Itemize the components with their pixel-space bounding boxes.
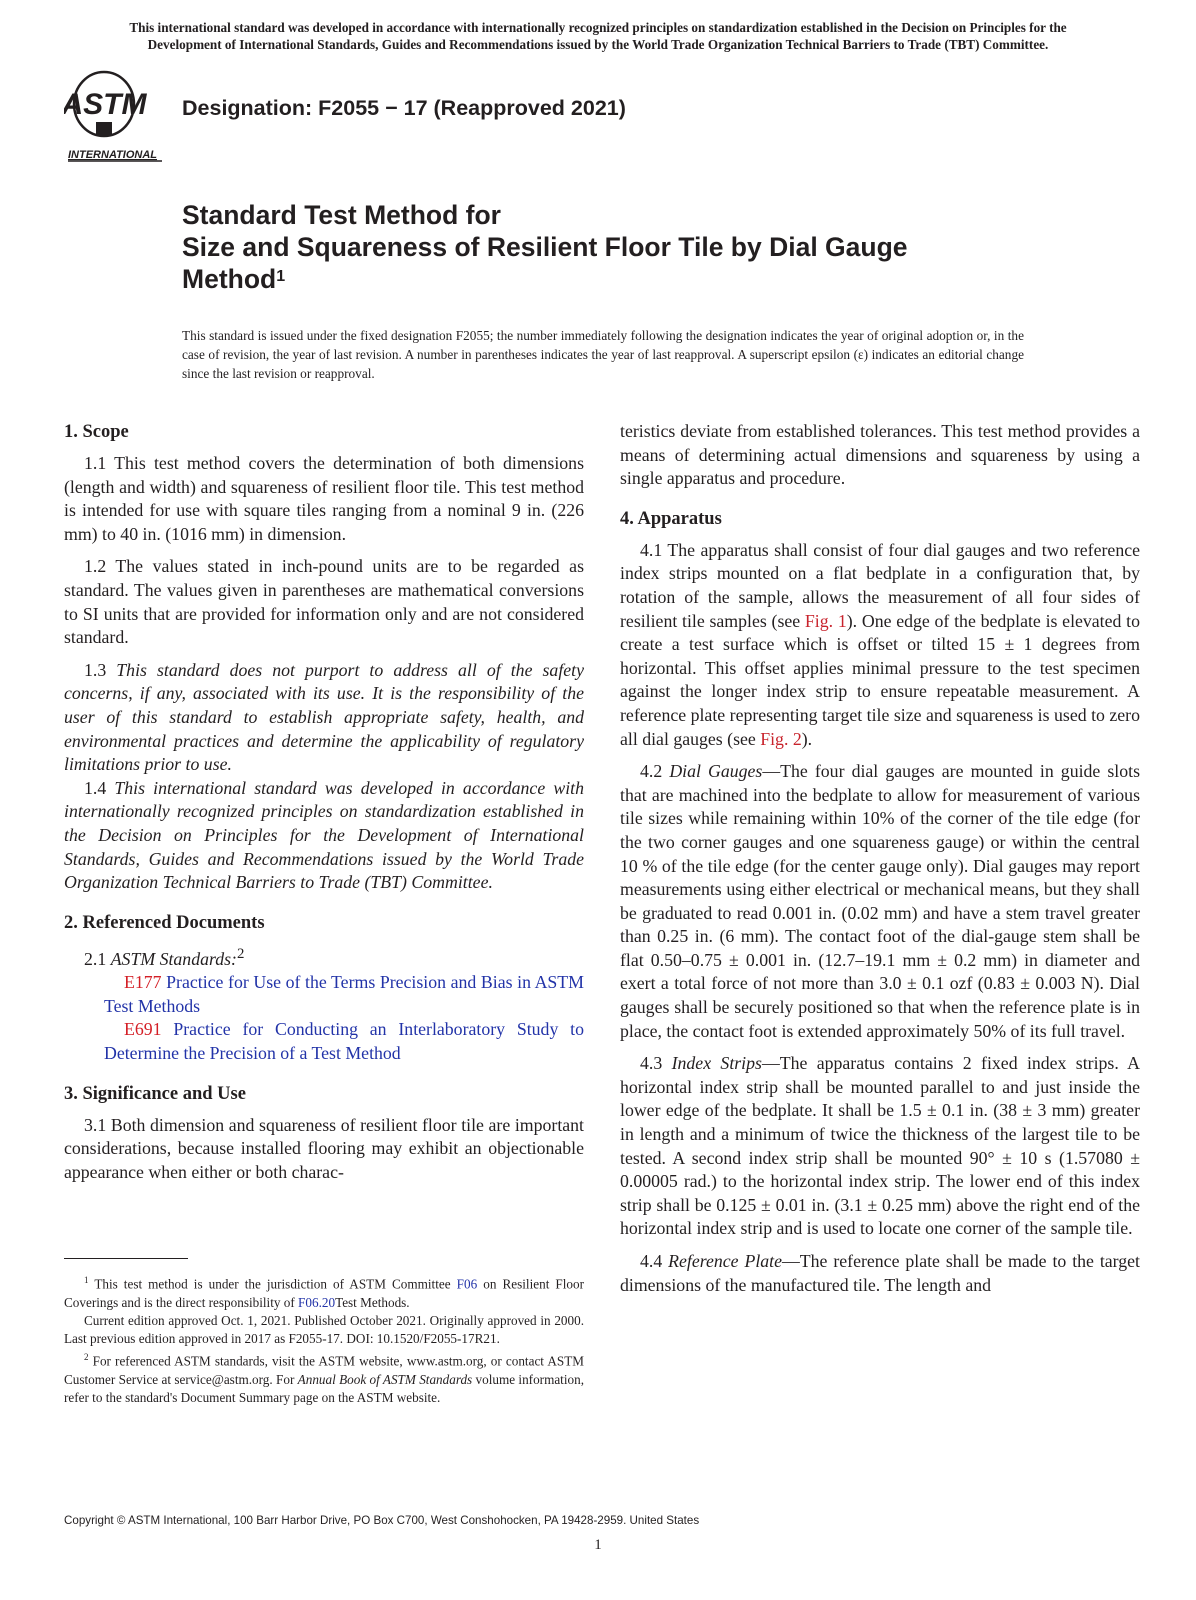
logo-wordmark: ASTM <box>64 88 147 121</box>
figure-2-link[interactable]: Fig. 2 <box>760 728 802 749</box>
para-4-3-number: 4.3 <box>640 1053 663 1074</box>
para-3-1-continued: teristics deviate from established tolerances. This test method provides a means of determining actual dimensions and squareness by using a single apparatus and procedure. <box>620 421 1140 489</box>
para-2-1-text: ASTM Standards: <box>110 948 237 969</box>
reference-e177-title[interactable]: Practice for Use of the Terms Precision and Bias in ASTM Test Methods <box>104 972 584 1016</box>
para-4-4-text: —The reference plate shall be made to the target dimensions of the manufactured tile. The length and <box>620 1251 1140 1295</box>
footnote-2-mark[interactable]: 2 <box>236 945 245 962</box>
footnote-1-mark: 1 <box>84 1275 89 1285</box>
reference-e691[interactable] <box>64 1018 584 1065</box>
para-4-2-label: Dial Gauges <box>669 761 763 782</box>
reference-e177-code[interactable]: E177 <box>124 972 162 993</box>
title-line-1: Standard Test Method for <box>182 200 501 230</box>
footnote-1-text-a: This test method is under the jurisdiction of ASTM Committee <box>88 1276 457 1292</box>
footnote-2 <box>64 1348 584 1407</box>
section-2-heading: 2. Referenced Documents <box>64 912 265 933</box>
astm-logo-icon <box>64 70 172 166</box>
para-4-2-text: —The four dial gauges are mounted in guide slots that are machined into the bedplate to allow for measurement of various tile sizes while remaining within 10% of the corner of the tile edge (for the two corner gauges and one squareness gauge) or within the central 10 % of the tile edge (for the center gauge only). Dial gauges may report measurements using either electrical or mechanical means, but they shall be graduated to read 0.001 in. (0.02 mm) and have a stem travel greater than 0.25 in. (6 mm). The contact foot of the dial-gauge stem shall be flat 0.50–0.75 ± 0.001 in. (12.7–19.1 mm ± 0.2 mm) in diameter and exert a total force of not more than 3.0 ± 0.1 ozf (0.83 ± 0.003 N). Dial gauges shall be securely positioned so that when the reference plate is in place, the contact foot is extended approximately 50% of its full travel. <box>620 761 1140 1041</box>
section-1-heading: 1. Scope <box>64 422 129 442</box>
para-4-3 <box>620 1052 1140 1241</box>
reference-e177[interactable] <box>64 971 584 1018</box>
para-4-1 <box>620 539 1140 751</box>
copyright: Copyright © ASTM International, 100 Barr Harbor Drive, PO Box C700, West Conshohocken, PA 19428-2959. United States <box>64 1514 700 1527</box>
para-2-1-number: 2.1 <box>84 948 107 969</box>
section-4-heading: 4. Apparatus <box>620 508 722 529</box>
para-1-3-number: 1.3 <box>84 659 107 680</box>
footnote-1-edition: Current edition approved Oct. 1, 2021. Published October 2021. Originally approved in 2000. Last previous edition approved in 2017 as F2055-17. DOI: 10.1520/F2055-17R21. <box>64 1312 584 1346</box>
top-notice <box>58 20 1138 53</box>
para-4-3-text: —The apparatus contains 2 fixed index strips. A horizontal index strip shall be mounted parallel to and just inside the lower edge of the bedplate. It shall be 1.5 ± 0.1 in. (38 ± 3 mm) greater in length and a minimum of twice the thickness of the largest tile to be tested. A second index strip shall be mounted 90° ± 10 s (1.57080 ± 0.00005 rad.) to the horizontal index strip. The lower end of this index strip shall be 0.125 ± 0.01 in. (3.1 ± 0.25 mm) above the right end of the horizontal index strip and is used to locate one corner of the sample tile. <box>620 1053 1140 1239</box>
para-4-2-number: 4.2 <box>640 761 663 782</box>
reference-e691-code[interactable]: E691 <box>124 1019 162 1040</box>
footnotes <box>64 1271 584 1407</box>
astm-logo <box>64 70 172 166</box>
subcommittee-f06-20-link[interactable]: F06.20 <box>298 1294 336 1310</box>
para-1-4 <box>64 777 584 895</box>
committee-f06-link[interactable]: F06 <box>456 1276 478 1292</box>
para-1-4-number: 1.4 <box>84 777 107 798</box>
title-footnote-mark[interactable]: 1 <box>276 268 286 285</box>
para-4-4-label: Reference Plate <box>668 1251 783 1271</box>
footnote-divider <box>64 1258 188 1259</box>
para-4-4 <box>620 1250 1140 1297</box>
logo-subtext: INTERNATIONAL <box>68 149 158 161</box>
para-3-1: 3.1 Both dimension and squareness of resilient floor tile are important considerations, because installed flooring may exhibit an objectionable appearance when either or both charac- <box>64 1114 584 1182</box>
section-3-heading: 3. Significance and Use <box>64 1083 246 1104</box>
right-column <box>620 420 1140 1297</box>
title-line-2: Size and Squareness of Resilient Floor Tile by Dial Gauge <box>182 232 908 262</box>
para-2-1 <box>64 943 584 972</box>
figure-1-link[interactable]: Fig. 1 <box>804 610 847 631</box>
reference-e691-title[interactable]: Practice for Conducting an Interlaboratory Study to Determine the Precision of a Test Method <box>104 1019 584 1063</box>
document-title <box>182 199 1082 295</box>
para-4-2 <box>620 760 1140 1043</box>
left-column <box>64 420 584 1184</box>
para-4-1-text-a: 4.1 The apparatus shall consist of four dial gauges and two reference index strips mounted on a flat bedplate in a configuration that, by rotation of the sample, allows the measurement of all four sides of resilient tile samples (see <box>620 539 1140 631</box>
para-4-1-text-c: ). <box>801 728 813 749</box>
issue-note: This standard is issued under the fixed designation F2055; the number immediately following the designation indicates the year of original adoption or, in the case of revision, the year of last revision. A number in parentheses indicates the year of last reapproval. A superscript epsilon (ε) indicates an editorial change since the last revision or reapproval. <box>182 328 1024 381</box>
top-notice-line2: Development of International Standards, Guides and Recommendations issued by the World Trade Organization Technical Barriers to Trade (TBT) Committee. <box>147 36 1049 52</box>
para-1-2: 1.2 The values stated in inch-pound units are to be regarded as standard. The values given in parentheses are mathematical conversions to SI units that are provided for information only and are not considered standard. <box>64 556 584 648</box>
para-1-3-text: This standard does not purport to address all of the safety concerns, if any, associated with its use. It is the responsibility of the user of this standard to establish appropriate safety, health, and environmental practices and determine the applicability of regulatory limitations prior to use. <box>64 659 584 775</box>
para-4-3-label: Index Strips <box>671 1053 762 1074</box>
para-1-3 <box>64 659 584 777</box>
page-number: 1 <box>594 1537 602 1553</box>
footnote-2-italic: Annual Book of ASTM Standards <box>297 1371 473 1387</box>
top-notice-line1: This international standard was developed in accordance with internationally recognized principles on standardization established in the Decision on Principles for the <box>129 20 1067 35</box>
footnote-2-text-a: For referenced ASTM standards, visit the ASTM website, www.astm.org, or contact ASTM Customer Service at service@astm.org. For <box>64 1353 584 1387</box>
designation: Designation: F2055 − 17 (Reapproved 2021) <box>182 96 626 120</box>
footnote-1-text-c: Test Methods. <box>335 1294 410 1310</box>
title-line-3 <box>182 263 1082 295</box>
para-4-1-text-b: ). One edge of the bedplate is elevated to create a test surface which is offset or tilted 15 ± 1 degrees from horizontal. This offset applies minimal pressure to the test specimen against the longer index strip to ensure repeatable measurement. A reference plate representing target tile size and squareness is used to zero all dial gauges (see <box>620 610 1140 749</box>
para-1-1: 1.1 This test method covers the determination of both dimensions (length and width) and squareness of resilient floor tile. This test method is intended for use with square tiles ranging from a nominal 9 in. (226 mm) to 40 in. (1016 mm) in dimension. <box>64 453 584 544</box>
footnote-1 <box>64 1271 584 1312</box>
title-line-3-text: Method <box>182 264 277 294</box>
para-1-4-text: This international standard was developed in accordance with internationally recognized principles on standardization established in the Decision on Principles for the Development of International Standards, Guides and Recommendations issued by the World Trade Organization Technical Barriers to Trade (TBT) Committee. <box>64 777 584 893</box>
footnote-1-text-b: on Resilient Floor Coverings and is the direct responsibility of <box>64 1276 584 1310</box>
para-4-4-number: 4.4 <box>640 1251 663 1271</box>
footnote-2-mark-bottom: 2 <box>84 1352 89 1363</box>
footnote-2-text-b: volume information, refer to the standard's Document Summary page on the ASTM website. <box>64 1371 584 1405</box>
